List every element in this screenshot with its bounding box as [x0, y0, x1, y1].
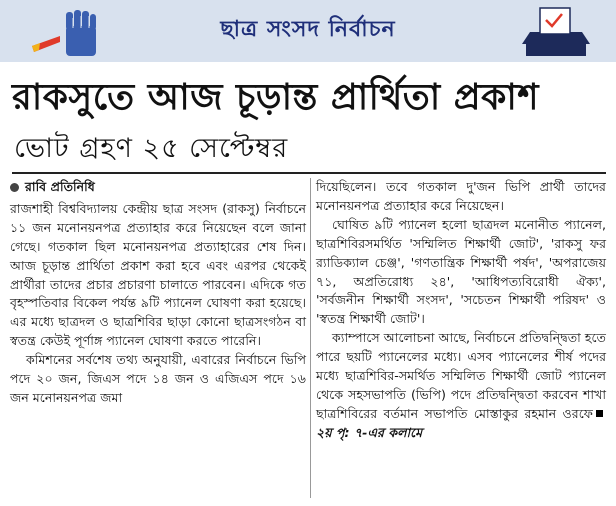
article-column-right: [316, 178, 606, 443]
article-paragraph: দিয়েছিলেন। তবে গতকাল দু'জন ভিপি প্রার্থী তাদের মনোনয়নপত্র প্রত্যাহার করে নিয়েছেন।: [316, 179, 606, 213]
square-bullet-icon: [596, 410, 603, 417]
article-paragraph: রাজশাহী বিশ্ববিদ্যালয় কেন্দ্রীয় ছাত্র সংসদ (রাকসু) নির্বাচনে ১১ জন মনোনয়নপত্র প্রত্যাহার করে নিয়েছেন বলে জানা গেছে। গতকাল ছিল মনোনয়নপত্র প্রত্যাহারের শেষ দিন। আজ চূড়ান্ত প্রার্থিতা প্রকাশ করা হবে এবং এরপর থেকেই প্রার্থীরা তাদের প্রচার প্রচারণা চালাতে পারবেন। এদিকে গত বৃহস্পতিবার বিকেল পর্যন্ত ৯টি প্যানেল ঘোষণা করা হয়েছে। এর মধ্যে ছাত্রদল ও ছাত্রশিবির ছাড়া কোনো ছাত্রসংগঠন বা স্বতন্ত্র কেউই পূর্ণাঙ্গ প্যানেল ঘোষণা করতে পারেনি।: [10, 200, 306, 349]
article-column-left: [10, 178, 306, 408]
headline-rule: [12, 172, 606, 174]
column-divider: [310, 178, 311, 498]
subheadline: ভোট গ্রহণ ২৫ সেপ্টেম্বর: [14, 133, 289, 164]
headline: রাকসুতে আজ চূড়ান্ত প্রার্থিতা প্রকাশ: [12, 77, 540, 118]
banner-title: ছাত্র সংসদ নির্বাচন: [220, 17, 396, 42]
article-paragraph: কমিশনের সর্বশেষ তথ্য অনুযায়ী, এবারের নির্বাচনে ভিপি পদে ২০ জন, জিএস পদে ১৪ জন ও এজিএস পদে ১৬ জন মনোনয়নপত্র জমা: [10, 352, 306, 405]
bullet-icon: [10, 183, 19, 192]
article-paragraph: [316, 329, 606, 442]
byline: [10, 178, 306, 197]
article-paragraph-text: ক্যাম্পাসে আলোচনা আছে, নির্বাচনে প্রতিদ্বন্দ্বিতা হতে পারে ছয়টি প্যানেলের মধ্যে। এসব প্যানেলের শীর্ষ পদের মধ্যে ছাত্রশিবির-সমর্থিত সম্মিলিত শিক্ষার্থী জোট প্যানেল থেকে সহসভাপতি (ভিপি) পদে প্রতিদ্বন্দ্বিতা করবেন শাখা ছাত্রশিবিরের বর্তমান সভাপতি মোস্তাকুর রহমান ওরফে: [316, 330, 606, 421]
article-paragraph: ঘোষিত ৯টি প্যানেল হলো ছাত্রদল মনোনীত প্যানেল, ছাত্রশিবিরসমর্থিত 'সম্মিলিত শিক্ষার্থী জোট', 'রাকসু ফর র‍্যাডিক্যাল চেঞ্জ', 'গণতান্ত্রিক শিক্ষার্থী পর্ষদ', 'অপরাজেয় ৭১, অপ্রতিরোধ্য ২৪', 'আধিপত্যবিরোধী ঐক্য', 'সর্বজনীন শিক্ষার্থী সংসদ', 'সচেতন শিক্ষার্থী পরিষদ' ও 'স্বতন্ত্র শিক্ষার্থী জোট'।: [316, 216, 606, 327]
byline-text: রাবি প্রতিনিধি: [25, 179, 95, 194]
ballot-box-icon: [516, 4, 596, 58]
section-banner: [0, 0, 616, 62]
continuation-note: ২য় পৃ: ৭-এর কলামে: [316, 424, 423, 440]
